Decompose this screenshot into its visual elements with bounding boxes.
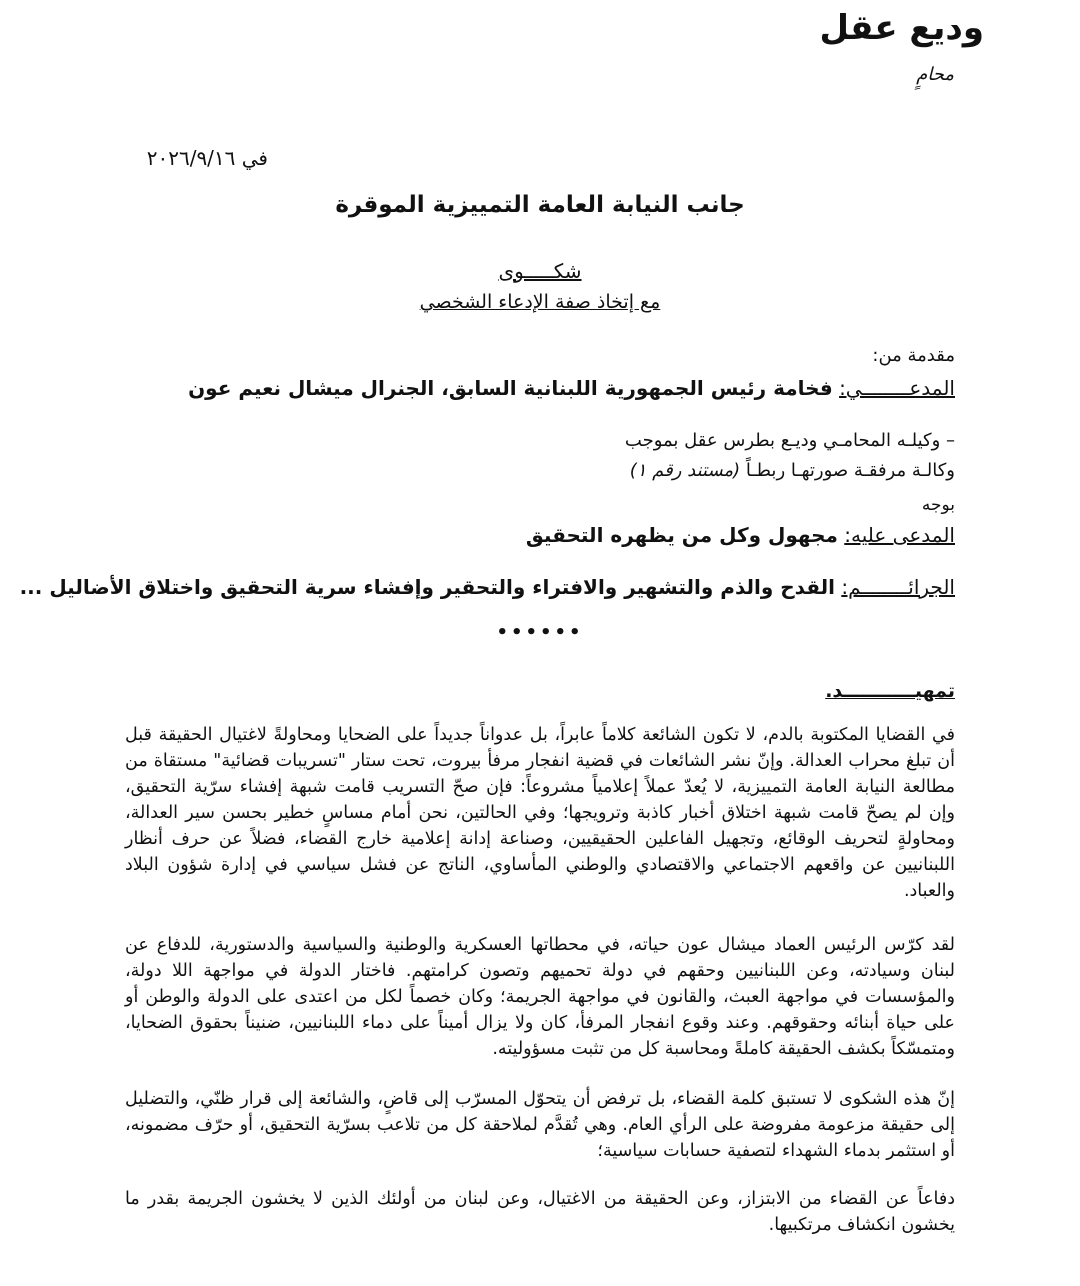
crimes-row bbox=[20, 575, 955, 599]
plaintiff-value: فخامة رئيس الجمهورية اللبنانية السابق، الجنرال ميشال نعيم عون bbox=[188, 376, 833, 400]
agent-line-1: – وكيلـه المحامـي وديـع بطرس عقل بموجب bbox=[624, 430, 955, 451]
defendant-row bbox=[526, 523, 955, 547]
body-paragraph-4: دفاعاً عن القضاء من الابتزاز، وعن الحقيقة من الاغتيال، وعن لبنان من أولئك الذين لا يخشون الجريمة بقدر ما يخشون انكشاف مرتكبيها. bbox=[125, 1189, 955, 1235]
document-date: في ٢٠٢٦/٩/١٦ bbox=[146, 146, 268, 170]
crimes-label: الجرائــــــــم: bbox=[841, 575, 955, 599]
agent-line-2-text: وكالـة مرفقـة صورتهـا ربطـاً bbox=[745, 460, 955, 481]
lawyer-title: محامٍ bbox=[916, 64, 954, 85]
body-paragraph-3: إنّ هذه الشكوى لا تستبق كلمة القضاء، بل ترفض أن يتحوّل المسرّب إلى قاضٍ، والشائعة إلى قرار ظنّي، والتضليل إلى حقيقة مزعومة مفروضة على الرأي العام. وهي تُقدَّم لملاحقة كل من تلاعب بسرّية التحقيق، أو حرّف مضمونه، أو استثمر بدماء الشهداء لتصفية حسابات سياسية؛ bbox=[125, 1089, 955, 1161]
agent-line-2 bbox=[630, 460, 955, 481]
defendant-value: مجهول وكل من يظهره التحقيق bbox=[525, 523, 838, 547]
lawyer-name: وديع عقل bbox=[819, 8, 984, 48]
addressee-heading: جانب النيابة العامة التمييزية الموقرة bbox=[335, 192, 745, 218]
plaintiff-row bbox=[188, 376, 955, 400]
defendant-label: المدعى عليه: bbox=[844, 523, 955, 547]
crimes-value: القدح والذم والتشهير والافتراء والتحقير وإفشاء سرية التحقيق واختلاق الأضاليل ... bbox=[19, 575, 835, 599]
body-paragraph-2: لقد كرّس الرئيس العماد ميشال عون حياته، في محطاتها العسكرية والوطنية والسياسية والدستورية، للدفاع عن لبنان وسيادته، وعن اللبنانيين وحقهم في دولة تحميهم وتصون كرامتهم. فاختار الدولة في مواجهة اللا دولة، والمؤسسات في مواجهة العبث، والقانون في مواجهة الجريمة؛ وكان خصماً لكل من اعتدى على الدولة والوطن أو على حياة أبنائه وحقوقهم. وعند وقوع انفجار المرفأ، كان ولا يزال أميناً على دماء اللبنانيين، ضنيناً بحقوق الضحايا، ومتمسّكاً بكشف الحقيقة كاملةً ومحاسبة كل من تثبت مسؤوليته. bbox=[125, 935, 955, 1059]
section-separator: •••••• bbox=[496, 622, 584, 643]
plaintiff-label: المدعــــــــي: bbox=[839, 376, 955, 400]
agent-document-ref: (مستند رقم ١) bbox=[629, 460, 741, 481]
document-title: شكـــــوى bbox=[498, 259, 582, 283]
submitted-by-label: مقدمة من: bbox=[872, 345, 955, 366]
document-subtitle: مع إتخاذ صفة الإدعاء الشخصي bbox=[419, 291, 661, 313]
body-paragraph-1: في القضايا المكتوبة بالدم، لا تكون الشائعة كلاماً عابراً، بل عدواناً جديداً على الضحايا ومحاولةً لاغتيال الحقيقة قبل أن تبلغ محراب العدالة. وإنّ نشر الشائعات في قضية انفجار مرفأ بيروت، تحت ستار "تسريبات قضائية" مستقاة من مطالعة النيابة العامة التمييزية، لا يُعدّ عملاً إعلامياً مشروعاً: فإن صحّ التسريب قامت شبهة إفشاء سرّية التحقيق، وإن لم يصحّ قامت شبهة اختلاق أخبار كاذبة وترويجها؛ وفي الحالتين، نحن أمام مساسٍ خطير بحسن سير العدالة، ومحاولةٍ لتحريف الوقائع، وتجهيل الفاعلين الحقيقيين، وصناعة إدانة إعلامية خارج القضاء، فضلاً عن حرف أنظار اللبنانيين عن واقعهم الاجتماعي والاقتصادي والوطني المأساوي، الناتج عن فشل سياسي في إدارة شؤون البلاد والعباد. bbox=[125, 725, 955, 901]
intro-heading: تمهيـــــــــــد. bbox=[825, 680, 955, 702]
against-label: بوجه bbox=[921, 495, 955, 515]
